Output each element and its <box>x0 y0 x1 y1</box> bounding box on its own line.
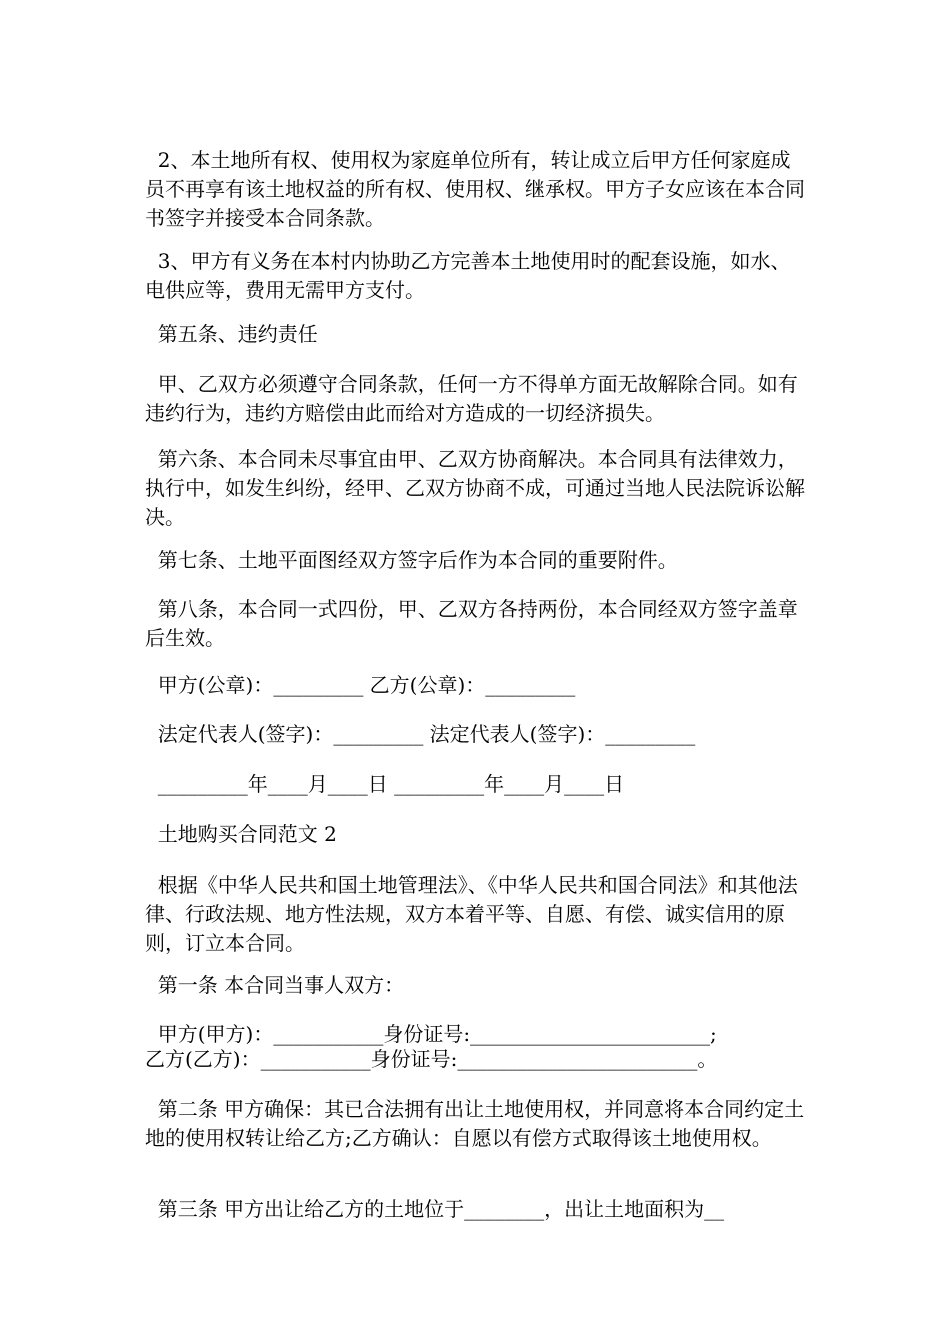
party-a-line: 甲方(甲方)：___________身份证号:________________________; <box>145 1022 717 1046</box>
section-2-intro: 根据《中华人民共和国土地管理法》、《中华人民共和国合同法》和其他法律、行政法规、地方性法规，双方本着平等、自愿、有偿、诚实信用的原则，订立本合同。 <box>145 873 798 955</box>
article-6-disputes: 第六条、本合同未尽事宜由甲、乙双方协商解决。本合同具有法律效力，执行中，如发生纠纷，经甲、乙双方协商不成，可通过当地人民法院诉讼解决。 <box>145 447 805 529</box>
seal-signature-line: 甲方(公章)：_________ 乙方(公章)：_________ <box>145 673 576 697</box>
article-5-heading: 第五条、违约责任 <box>145 322 318 346</box>
section-2-title: 土地购买合同范文 2 <box>145 822 337 846</box>
clause-3-facilities: 3、甲方有义务在本村内协助乙方完善本土地使用时的配套设施，如水、电供应等，费用无需甲方支付。 <box>145 249 791 302</box>
article-2-guarantee: 第二条 甲方确保：其已合法拥有出让土地使用权，并同意将本合同约定土地的使用权转让给乙方;乙方确认：自愿以有偿方式取得该土地使用权。 <box>145 1097 805 1150</box>
article-7-map-attachment: 第七条、土地平面图经双方签字后作为本合同的重要附件。 <box>145 548 678 572</box>
article-5-liability: 甲、乙双方必须遵守合同条款，任何一方不得单方面无故解除合同。如有违约行为，违约方赔偿由此而给对方造成的一切经济损失。 <box>145 372 798 425</box>
party-b-line: 乙方(乙方)：___________身份证号:________________________。 <box>145 1047 718 1071</box>
article-1-title: 第一条 本合同当事人双方： <box>145 973 405 997</box>
representative-signature-line: 法定代表人(签字)：_________ 法定代表人(签字)：_________ <box>145 722 696 746</box>
article-8-copies: 第八条，本合同一式四份，甲、乙双方各持两份，本合同经双方签字盖章后生效。 <box>145 597 798 650</box>
clause-2-ownership: 2、本土地所有权、使用权为家庭单位所有，转让成立后甲方任何家庭成员不再享有该土地权益的所有权、使用权、继承权。甲方子女应该在本合同书签字并接受本合同条款。 <box>145 148 805 230</box>
article-3-location: 第三条 甲方出让给乙方的土地位于________，出让土地面积为__ <box>145 1197 725 1221</box>
date-line: _________年____月____日 _________年____月____日 <box>145 772 625 796</box>
